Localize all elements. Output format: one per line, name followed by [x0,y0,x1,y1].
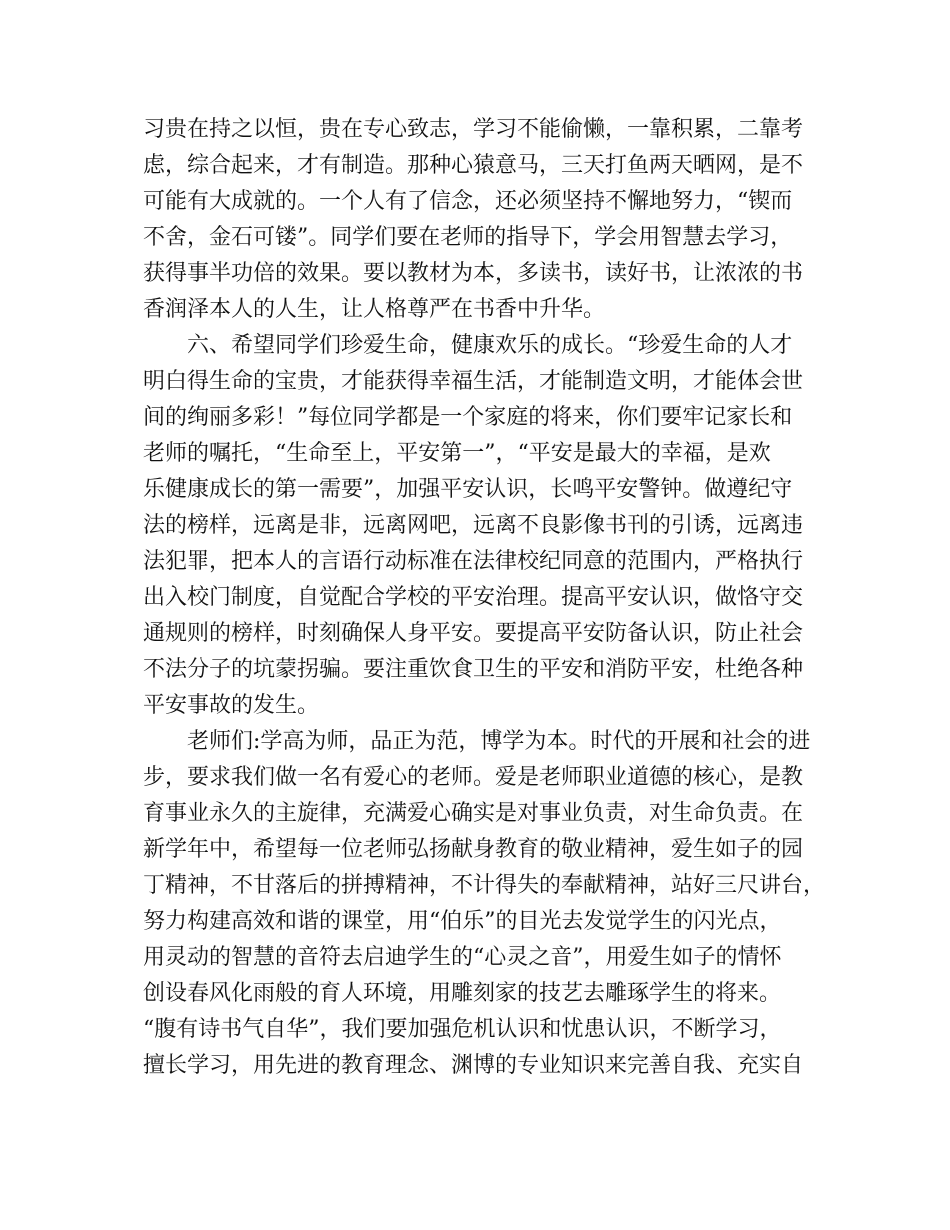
text-line-5: 获得事半功倍的效果。要以教材为本，多读书，读好书，让浓浓的书 [143,261,804,286]
text-line-18: 老师们:学高为师，品正为范，博学为本。时代的开展和社会的进 [143,729,811,754]
text-line-25: 创设春风化雨般的育人环境，用雕刻家的技艺去雕琢学生的将来。 [143,981,782,1006]
text-line-6: 香润泽本人的人生，让人格尊严在书香中升华。 [143,297,606,322]
text-line-19: 步，要求我们做一名有爱心的老师。爱是老师职业道德的核心，是教 [143,765,804,790]
text-line-13: 法犯罪，把本人的言语行动标准在法律校纪同意的范围内，严格执行 [143,549,804,574]
text-line-9: 间的绚丽多彩！”每位同学都是一个家庭的将来，你们要牢记家长和 [143,405,793,430]
text-line-14: 出入校门制度，自觉配合学校的平安治理。提高平安认识，做恪守交 [143,585,804,610]
text-line-12: 法的榜样，远离是非，远离网吧，远离不良影像书刊的引诱，远离违 [143,513,804,538]
text-line-4: 不舍，金石可镂”。同学们要在老师的指导下，学会用智慧去学习， [143,225,793,250]
text-line-17: 平安事故的发生。 [143,693,320,718]
text-line-24: 用灵动的智慧的音符去启迪学生的“心灵之音”，用爱生如子的情怀 [143,945,782,970]
text-line-7: 六、希望同学们珍爱生命，健康欢乐的成长。“珍爱生命的人才 [143,333,793,358]
text-line-2: 虑，综合起来，才有制造。那种心猿意马，三天打鱼两天晒网，是不 [143,153,804,178]
text-line-22: 丁精神，不甘落后的拼搏精神，不计得失的奉献精神，站好三尺讲台， [143,873,826,898]
text-line-21: 新学年中，希望每一位老师弘扬献身教育的敬业精神，爱生如子的园 [143,837,804,862]
text-line-1: 习贵在持之以恒，贵在专心致志，学习不能偷懒，一靠积累，二靠考 [143,117,804,142]
text-line-11: 乐健康成长的第一需要”，加强平安认识，长鸣平安警钟。做遵纪守 [143,477,793,502]
text-line-15: 通规则的榜样，时刻确保人身平安。要提高平安防备认识，防止社会 [143,621,804,646]
document-body [143,112,826,1084]
text-line-27: 擅长学习，用先进的教育理念、渊博的专业知识来完善自我、充实自 [143,1053,804,1078]
text-line-8: 明白得生命的宝贵，才能获得幸福生活，才能制造文明，才能体会世 [143,369,804,394]
text-line-10: 老师的嘱托，“生命至上，平安第一”，“平安是最大的幸福，是欢 [143,441,771,466]
text-line-3: 可能有大成就的。一个人有了信念，还必须坚持不懈地努力，“锲而 [143,189,793,214]
text-line-26: “腹有诗书气自华”，我们要加强危机认识和忧患认识，不断学习， [143,1017,782,1042]
text-line-23: 努力构建高效和谐的课堂，用“伯乐”的目光去发觉学生的闪光点， [143,909,782,934]
text-line-20: 育事业永久的主旋律，充满爱心确实是对事业负责，对生命负责。在 [143,801,804,826]
text-line-16: 不法分子的坑蒙拐骗。要注重饮食卫生的平安和消防平安，杜绝各种 [143,657,804,682]
